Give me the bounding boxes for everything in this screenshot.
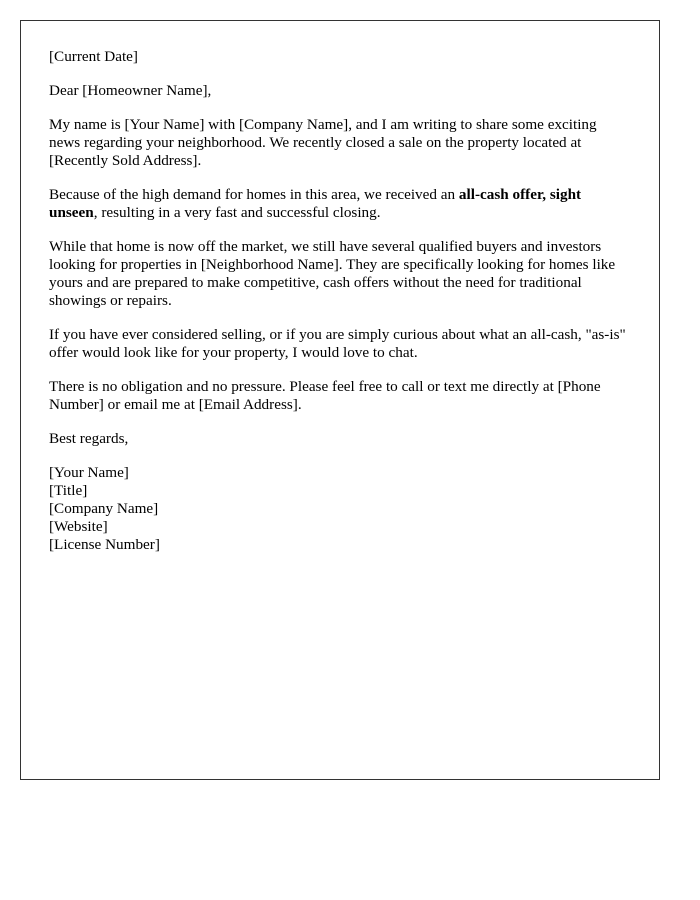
signature-name: [Your Name] — [49, 464, 129, 481]
signature-block — [49, 464, 631, 554]
letter-page — [20, 20, 660, 780]
signature-title: [Title] — [49, 482, 88, 499]
signature-license: [License Number] — [49, 536, 160, 553]
letter-paragraph-offer: If you have ever considered selling, or if you are simply curious about what an all-cash, "as-is" offer would look like for your property, I would love to chat. — [49, 326, 626, 361]
paragraph-demand-text-end: , resulting in a very fast and successful closing. — [93, 204, 381, 221]
signature-website: [Website] — [49, 518, 108, 535]
letter-salutation: Dear [Homeowner Name], — [49, 82, 212, 99]
letter-paragraph-contact: There is no obligation and no pressure. Please feel free to call or text me directly at [Phone Number] or email me at [Email Address]. — [49, 378, 601, 413]
letter-paragraph-demand — [49, 186, 631, 222]
letter-closing: Best regards, — [49, 430, 129, 447]
letter-paragraph-intro: My name is [Your Name] with [Company Name], and I am writing to share some exciting news regarding your neighborhood. We recently closed a sale on the property located at [Recently Sold Address]. — [49, 116, 597, 169]
paragraph-demand-bold: all-cash offer, sight unseen — [49, 186, 582, 221]
paragraph-demand-text-start: Because of the high demand for homes in this area, we received an — [49, 186, 459, 203]
letter-paragraph-buyers: While that home is now off the market, we still have several qualified buyers and investors looking for properties in [Neighborhood Name]. They are specifically looking for homes like yours and are prepared to make competitive, cash offers without the need for traditional showings or repairs. — [49, 238, 616, 309]
signature-company: [Company Name] — [49, 500, 159, 517]
letter-date: [Current Date] — [49, 48, 138, 65]
